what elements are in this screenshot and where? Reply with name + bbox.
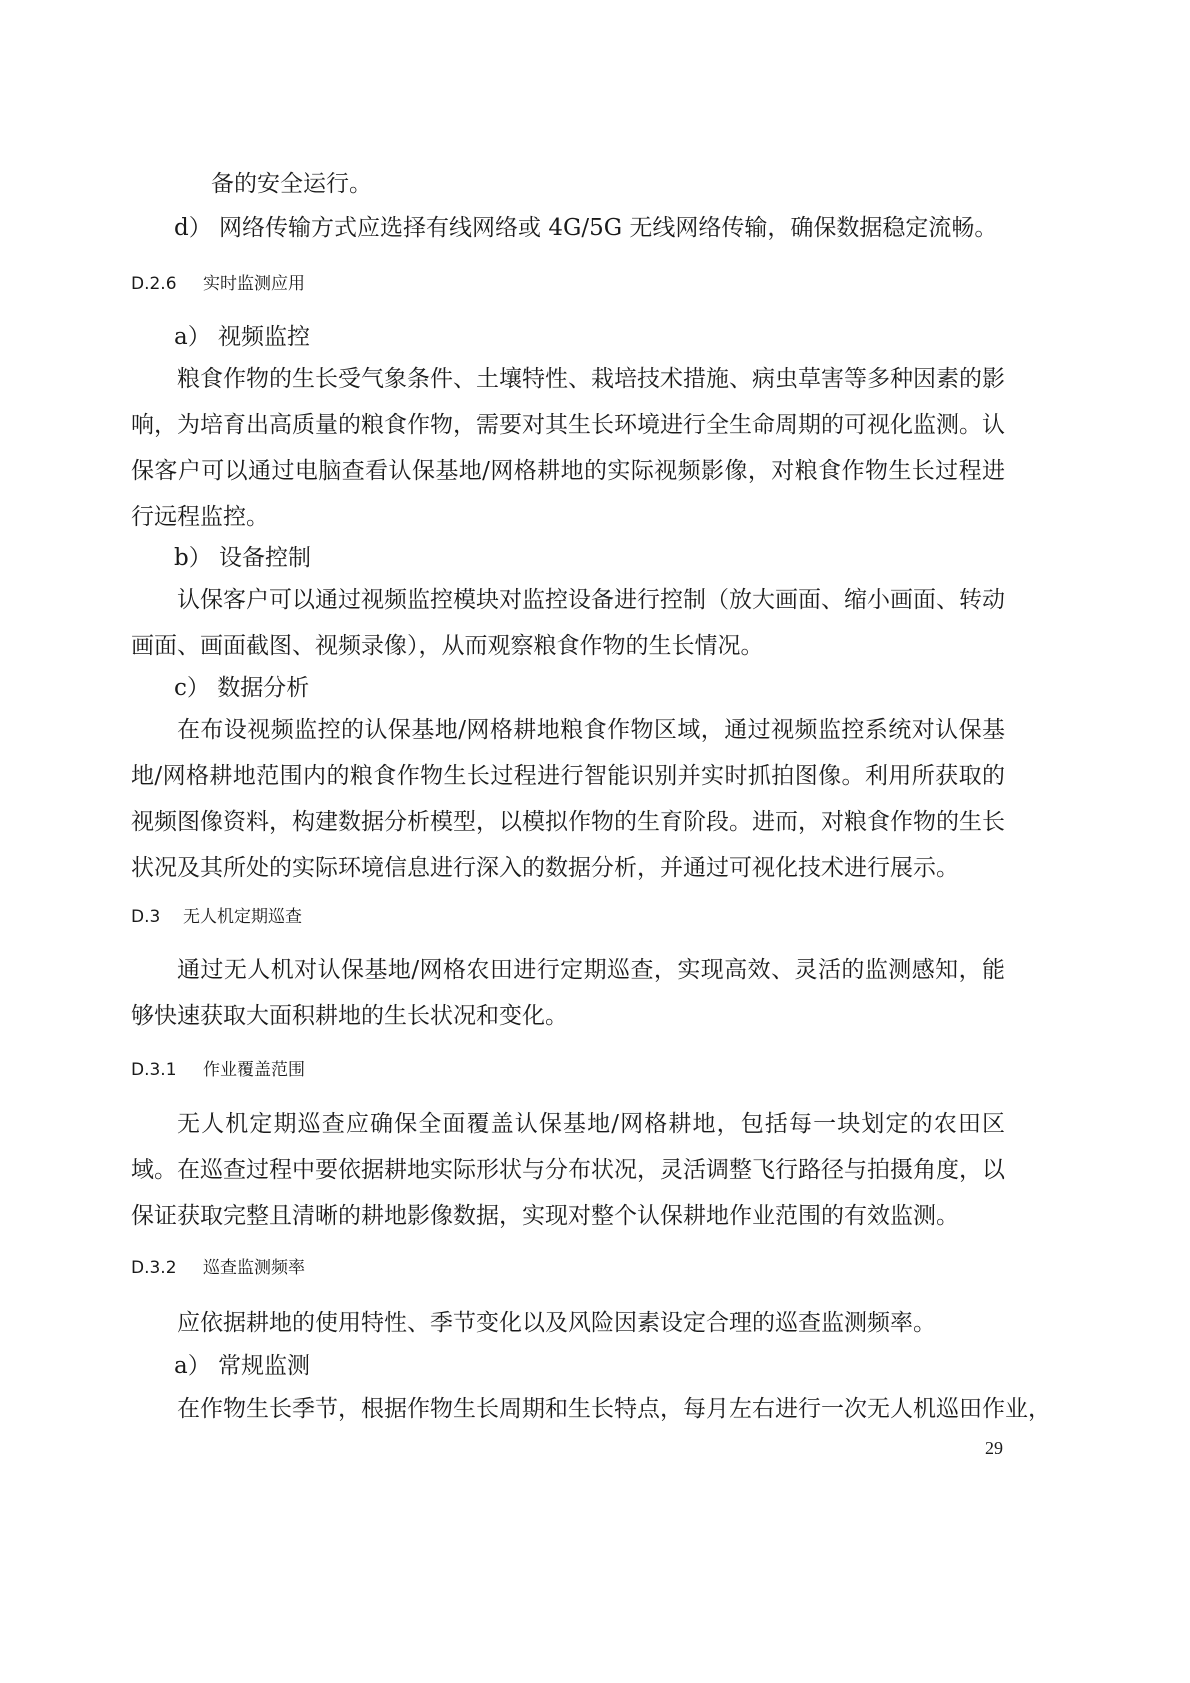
- section-title: 无人机定期巡查: [183, 907, 302, 927]
- section-title: 巡查监测频率: [203, 1258, 305, 1278]
- section-title: 作业覆盖范围: [203, 1060, 305, 1080]
- paragraph-coverage: 无人机定期巡查应确保全面覆盖认保基地/网格耕地，包括每一块划定的农田区域。在巡查过程中要依据耕地实际形状与分布状况，灵活调整飞行路径与拍摄角度，以保证获取完整且清晰的耕地影像数据，实现对整个认保耕地作业范围的有效监测。: [131, 1111, 1005, 1229]
- section-heading-d26: [131, 272, 305, 296]
- continuation-line: 备的安全运行。: [211, 171, 372, 197]
- paragraph-routine-monitoring: 在作物生长季节，根据作物生长周期和生长特点，每月左右进行一次无人机巡田作业，: [177, 1396, 1051, 1422]
- paragraph-data-analysis: 在布设视频监控的认保基地/网格耕地粮食作物区域，通过视频监控系统对认保基地/网格耕地范围内的粮食作物生长过程进行智能识别并实时抓拍图像。利用所获取的视频图像资料，构建数据分析模型，以模拟作物的生育阶段。进而，对粮食作物的生长状况及其所处的实际环境信息进行深入的数据分析，并通过可视化技术进行展示。: [131, 717, 1005, 881]
- section-heading-d3: [131, 905, 302, 929]
- section-number: D.3.1: [131, 1060, 177, 1080]
- section-number: D.3.2: [131, 1258, 177, 1278]
- list-item-c-data: c） 数据分析: [174, 675, 310, 701]
- paragraph-device-control: 认保客户可以通过视频监控模块对监控设备进行控制（放大画面、缩小画面、转动画面、画面截图、视频录像），从而观察粮食作物的生长情况。: [131, 587, 1005, 659]
- list-item-a-video: a） 视频监控: [174, 324, 311, 350]
- paragraph-frequency: 应依据耕地的使用特性、季节变化以及风险因素设定合理的巡查监测频率。: [177, 1310, 936, 1336]
- section-number: D.2.6: [131, 274, 177, 294]
- paragraph-drone-inspection: 通过无人机对认保基地/网格农田进行定期巡查，实现高效、灵活的监测感知，能够快速获取大面积耕地的生长状况和变化。: [131, 957, 1005, 1029]
- list-item-b-device: b） 设备控制: [174, 545, 312, 571]
- paragraph-video-monitoring: 粮食作物的生长受气象条件、土壤特性、栽培技术措施、病虫草害等多种因素的影响，为培育出高质量的粮食作物，需要对其生长环境进行全生命周期的可视化监测。认保客户可以通过电脑查看认保基地/网格耕地的实际视频影像，对粮食作物生长过程进行远程监控。: [131, 366, 1005, 530]
- section-number: D.3: [131, 907, 161, 927]
- section-heading-d31: [131, 1058, 305, 1082]
- section-title: 实时监测应用: [203, 274, 305, 294]
- list-item-d: d） 网络传输方式应选择有线网络或 4G/5G 无线网络传输，确保数据稳定流畅。: [174, 215, 998, 241]
- section-heading-d32: [131, 1256, 305, 1280]
- list-item-a-routine: a） 常规监测: [174, 1353, 311, 1379]
- page-number: 29: [985, 1438, 1003, 1458]
